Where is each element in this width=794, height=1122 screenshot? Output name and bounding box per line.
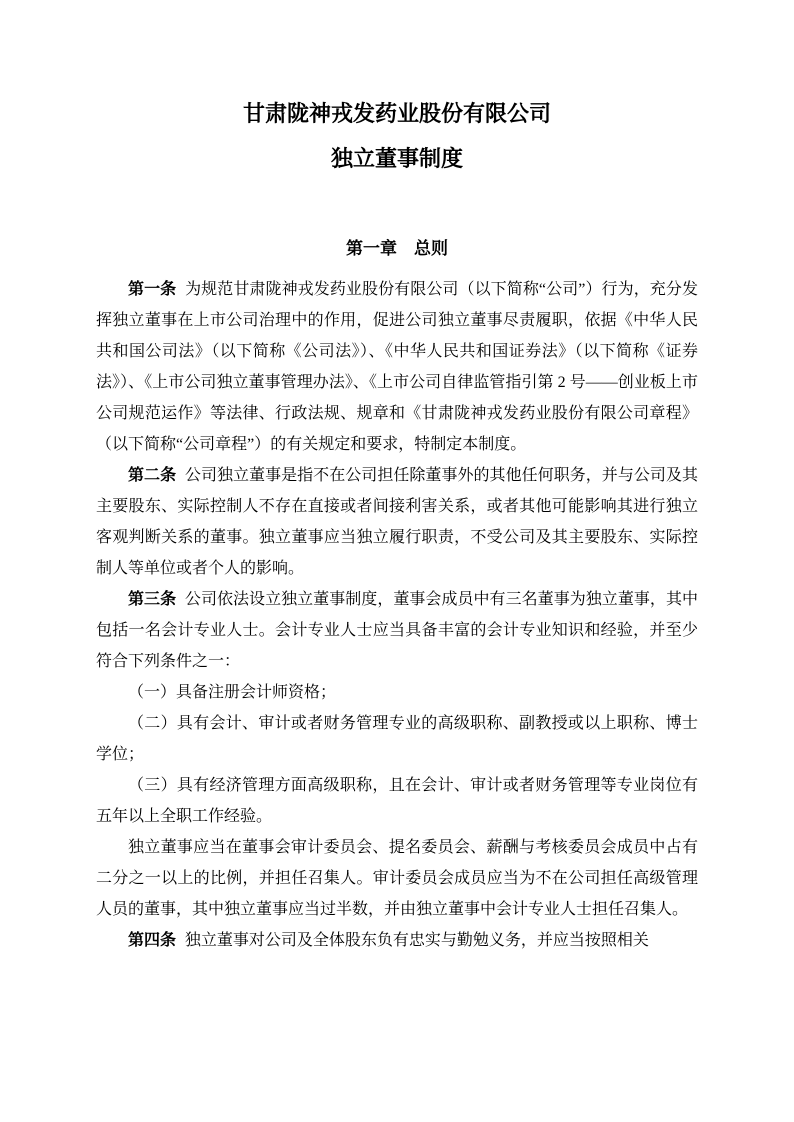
article-label-1: 第一条 [128, 281, 177, 298]
list-item-3-text: （三）具有经济管理方面高级职称，且在会计、审计或者财务管理等专业岗位有五年以上全职工作经验。 [96, 777, 698, 825]
article-label-2: 第二条 [128, 467, 177, 484]
list-item-2 [96, 708, 698, 770]
list-item-1-text: （一）具备注册会计师资格； [128, 684, 337, 701]
list-item-2-text: （二）具有会计、审计或者财务管理专业的高级职称、副教授或以上职称、博士学位； [96, 715, 698, 763]
article-label-3: 第三条 [128, 591, 177, 608]
article-text-4: 独立董事对公司及全体股东负有忠实与勤勉义务，并应当按照相关 [184, 932, 649, 949]
article-paragraph-4 [96, 925, 698, 956]
body-paragraph-text: 独立董事应当在董事会审计委员会、提名委员会、薪酬与考核委员会成员中占有二分之一以上的比例，并担任召集人。审计委员会成员应当为不在公司担任高级管理人员的董事，其中独立董事应当过半数，并由独立董事中会计专业人士担任召集人。 [96, 839, 698, 918]
article-text-1: 为规范甘肃陇神戎发药业股份有限公司（以下简称“公司”）行为，充分发挥独立董事在上市公司治理中的作用，促进公司独立董事尽责履职，依据《中华人民共和国公司法》（以下简称《公司法》）、《中华人民共和国证券法》（以下简称《证券法》）、《上市公司独立董事管理办法》、《上市公司自律监管指引第 2 号——创业板上市公司规范运作》等法律、行政法规、规章和《甘肃陇神戎发药业股份有限公司章程》（以下简称“公司章程”）的有关规定和要求，特制定本制度。 [96, 281, 698, 453]
list-item-3 [96, 770, 698, 832]
chapter-heading: 第一章 总则 [346, 239, 448, 258]
document-title-policy: 独立董事制度 [330, 146, 463, 171]
article-label-4: 第四条 [128, 932, 177, 949]
body-paragraph [96, 832, 698, 925]
list-item-1 [96, 677, 698, 708]
article-text-2: 公司独立董事是指不在公司担任除董事外的其他任何职务，并与公司及其主要股东、实际控制人不存在直接或者间接利害关系，或者其他可能影响其进行独立客观判断关系的董事。独立董事应当独立履行职责，不受公司及其主要股东、实际控制人等单位或者个人的影响。 [96, 467, 698, 577]
article-paragraph-3 [96, 584, 698, 677]
article-paragraph-2 [96, 460, 698, 584]
article-paragraph-1 [96, 274, 698, 460]
article-text-3: 公司依法设立独立董事制度，董事会成员中有三名董事为独立董事，其中包括一名会计专业人士。会计专业人士应当具备丰富的会计专业知识和经验，并至少符合下列条件之一： [96, 591, 698, 670]
document-title-company: 甘肃陇神戎发药业股份有限公司 [242, 101, 551, 126]
